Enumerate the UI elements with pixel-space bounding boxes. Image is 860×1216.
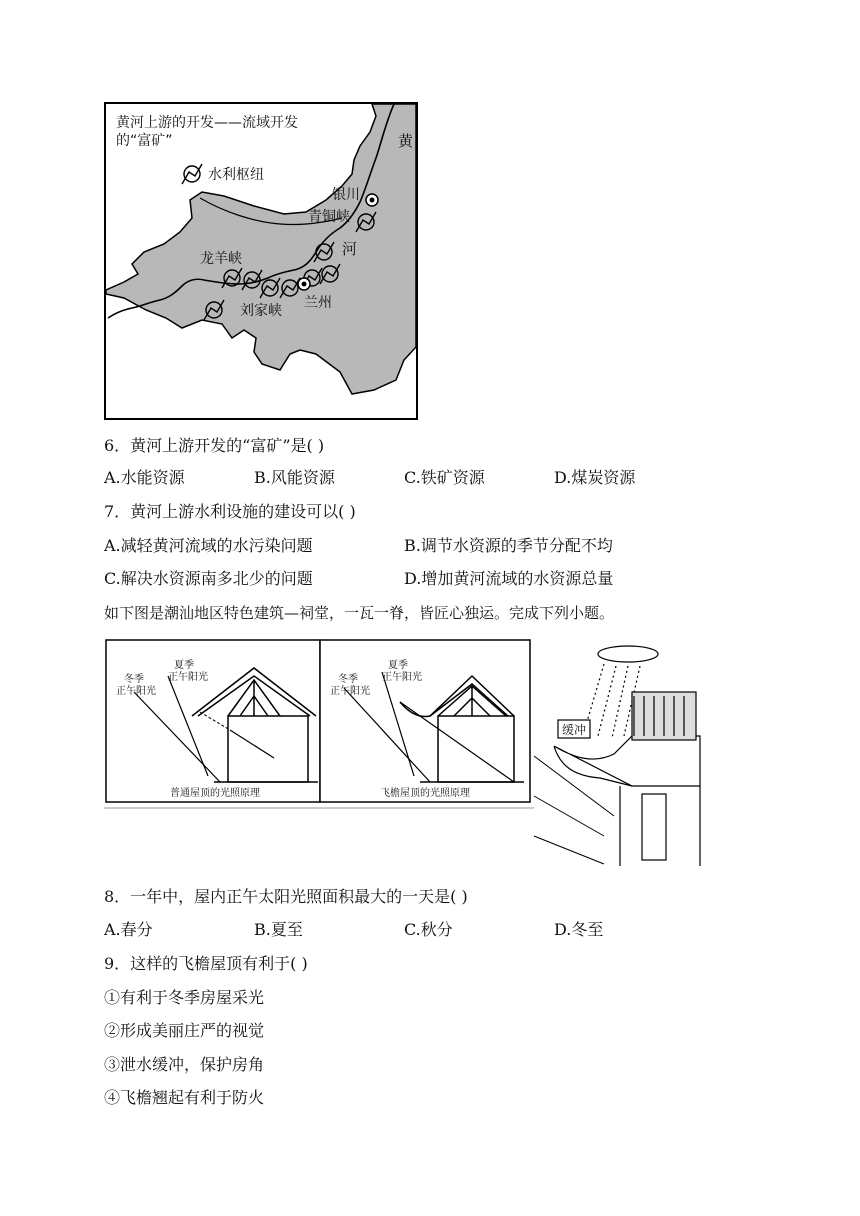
p1-winter: 冬季 — [124, 674, 144, 685]
p1-summer2: 正午阳光 — [168, 672, 208, 683]
map-legend-label: 水利枢纽 — [208, 167, 264, 183]
question-9-stem: 9．这样的飞檐屋顶有利于( ) — [104, 954, 308, 973]
building-figure — [104, 636, 706, 874]
p2-summer2: 正午阳光 — [382, 672, 422, 683]
q8-option-a: A.春分 — [104, 920, 153, 939]
q6-option-c: C.铁矿资源 — [404, 468, 485, 487]
p2-summer: 夏季 — [388, 660, 408, 671]
q6-option-b: B.风能资源 — [254, 468, 335, 487]
map-label-liujiaxia: 刘家峡 — [240, 303, 282, 319]
map-label-yinchuan: 银川 — [332, 187, 360, 203]
q8-option-b: B.夏至 — [254, 920, 303, 939]
p2-winter: 冬季 — [338, 674, 358, 685]
q7-option-c: C.解决水资源南多北少的问题 — [104, 569, 313, 588]
q6-option-d: D.煤炭资源 — [554, 468, 636, 487]
p1-winter2: 正午阳光 — [116, 686, 156, 697]
q8-option-d: D.冬至 — [554, 920, 604, 939]
p1-summer: 夏季 — [174, 660, 194, 671]
q7-option-d: D.增加黄河流域的水资源总量 — [404, 569, 614, 588]
q9-item-3: ③泄水缓冲，保护房角 — [104, 1055, 265, 1074]
question-7-stem: 7．黄河上游水利设施的建设可以( ) — [104, 502, 356, 521]
map-label-he: 河 — [342, 240, 358, 258]
p1-caption: 普通屋顶的光照原理 — [170, 788, 260, 799]
q9-item-1: ①有利于冬季房屋采光 — [104, 988, 265, 1007]
question-6-stem: 6．黄河上游开发的“富矿”是( ) — [104, 436, 325, 455]
map-title-line1: 黄河上游的开发——流域开发 — [116, 115, 298, 131]
map-label-lanzhou: 兰州 — [304, 295, 332, 311]
p2-winter2: 正午阳光 — [330, 686, 370, 697]
map-label-huang: 黄 — [398, 132, 414, 150]
q7-option-b: B.调节水资源的季节分配不均 — [404, 536, 613, 555]
q8-option-c: C.秋分 — [404, 920, 453, 939]
p3-buffer-label: 缓冲 — [562, 723, 587, 737]
map-label-longyangxia: 龙羊峡 — [200, 251, 242, 267]
panel3-eaves-sketch — [534, 646, 700, 866]
question-8-stem: 8．一年中，屋内正午太阳光照面积最大的一天是( ) — [104, 887, 468, 906]
map-title-line2: 的“富矿” — [116, 133, 173, 149]
q9-item-2: ②形成美丽庄严的视觉 — [104, 1021, 265, 1040]
intro-text: 如下图是潮汕地区特色建筑—祠堂，一瓦一脊，皆匠心独运。完成下列小题。 — [104, 604, 615, 622]
q6-option-a: A.水能资源 — [104, 468, 185, 487]
map-label-qingtongxia: 青铜峡 — [308, 209, 350, 225]
q9-item-4: ④飞檐翘起有利于防火 — [104, 1088, 265, 1107]
p2-caption: 飞檐屋顶的光照原理 — [380, 788, 470, 799]
q7-option-a: A.减轻黄河流域的水污染问题 — [104, 536, 313, 555]
yellow-river-map — [104, 102, 418, 420]
